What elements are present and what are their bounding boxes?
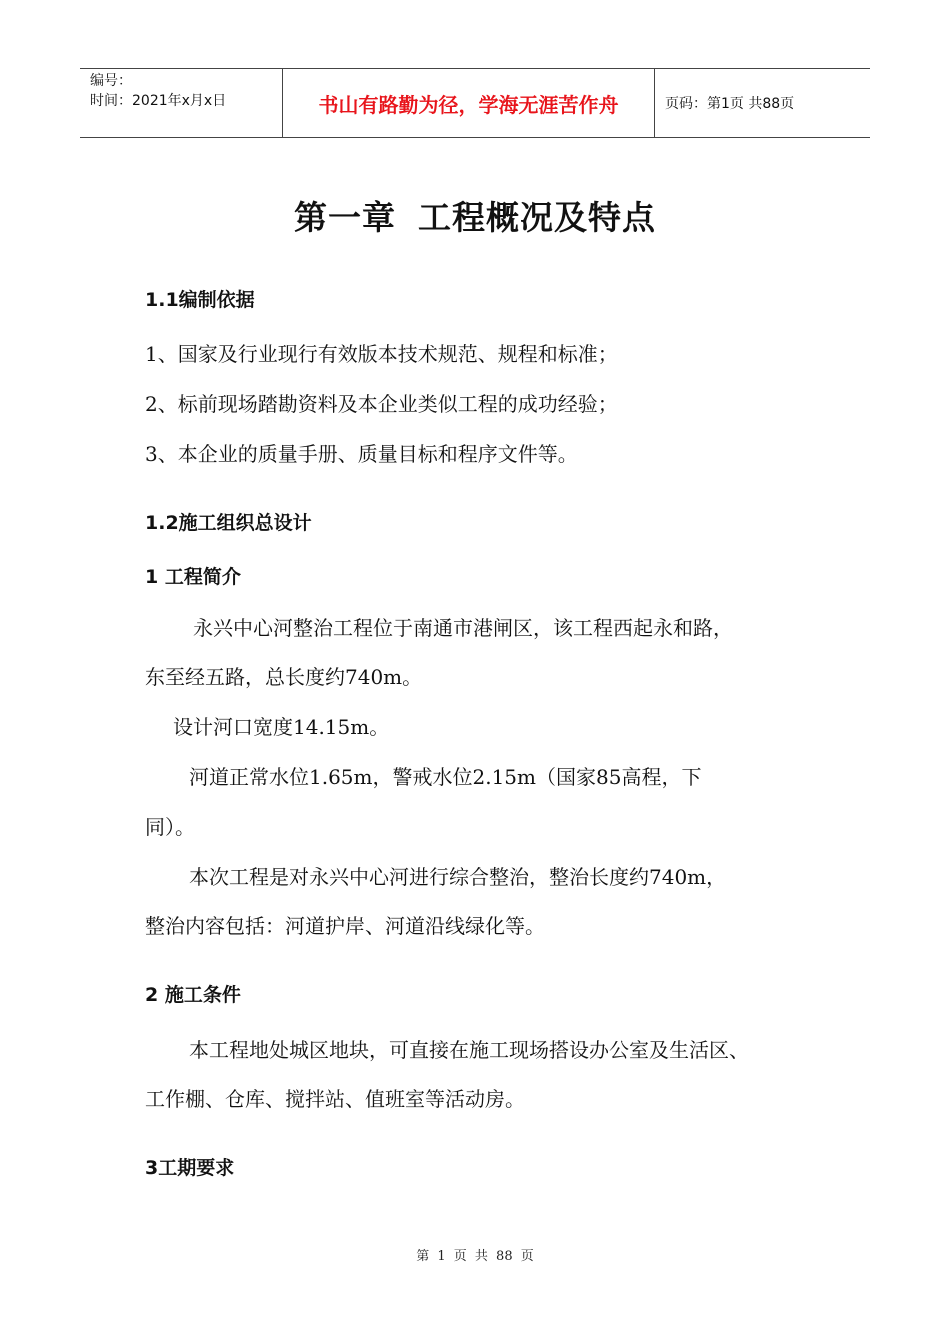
overview-para-1-line-2: 东至经五路，总长度约740m。: [145, 665, 423, 689]
header-page-info: 页码：第1页 共88页: [665, 96, 795, 112]
subsection-3-heading: 3工期要求: [145, 1157, 235, 1179]
overview-para-2: 设计河口宽度14.15m。: [173, 715, 390, 739]
page-footer: 第 1 页 共 88 页: [416, 1249, 534, 1264]
overview-para-3-line-1: 河道正常水位1.65m，警戒水位2.15m（国家85高程，下: [189, 765, 702, 789]
overview-para-4-line-2: 整治内容包括：河道护岸、河道沿线绿化等。: [145, 914, 545, 938]
page-header: [80, 68, 870, 138]
chapter-title: [0, 192, 950, 239]
section-1-2-heading: 1.2施工组织总设计: [145, 512, 312, 534]
overview-para-1-line-1: 永兴中心河整治工程位于南通市港闸区，该工程西起永和路，: [193, 616, 733, 640]
chapter-number: 第一章: [294, 198, 396, 237]
conditions-para-line-1: 本工程地处城区地块，可直接在施工现场搭设办公室及生活区、: [189, 1038, 749, 1062]
subsection-2-heading: 2 施工条件: [145, 984, 241, 1006]
subsection-1-heading: 1 工程简介: [145, 566, 241, 588]
number-label: 编号：: [90, 73, 132, 89]
conditions-para-line-2: 工作棚、仓库、搅拌站、值班室等活动房。: [145, 1087, 525, 1111]
basis-item-3: 3、本企业的质量手册、质量目标和程序文件等。: [145, 442, 578, 466]
time-label: 时间：2021年x月x日: [90, 93, 227, 109]
chapter-name: 工程概况及特点: [418, 198, 656, 237]
overview-para-3-line-2: 同）。: [145, 815, 195, 839]
basis-item-2: 2、标前现场踏勘资料及本企业类似工程的成功经验；: [145, 392, 618, 416]
basis-item-1: 1、国家及行业现行有效版本技术规范、规程和标准；: [145, 342, 618, 366]
header-meta: [80, 69, 282, 137]
section-1-1-heading: 1.1编制依据: [145, 289, 255, 311]
overview-para-4-line-1: 本次工程是对永兴中心河进行综合整治，整治长度约740m，: [189, 865, 727, 889]
header-motto: 书山有路勤为径，学海无涯苦作舟: [282, 69, 655, 137]
